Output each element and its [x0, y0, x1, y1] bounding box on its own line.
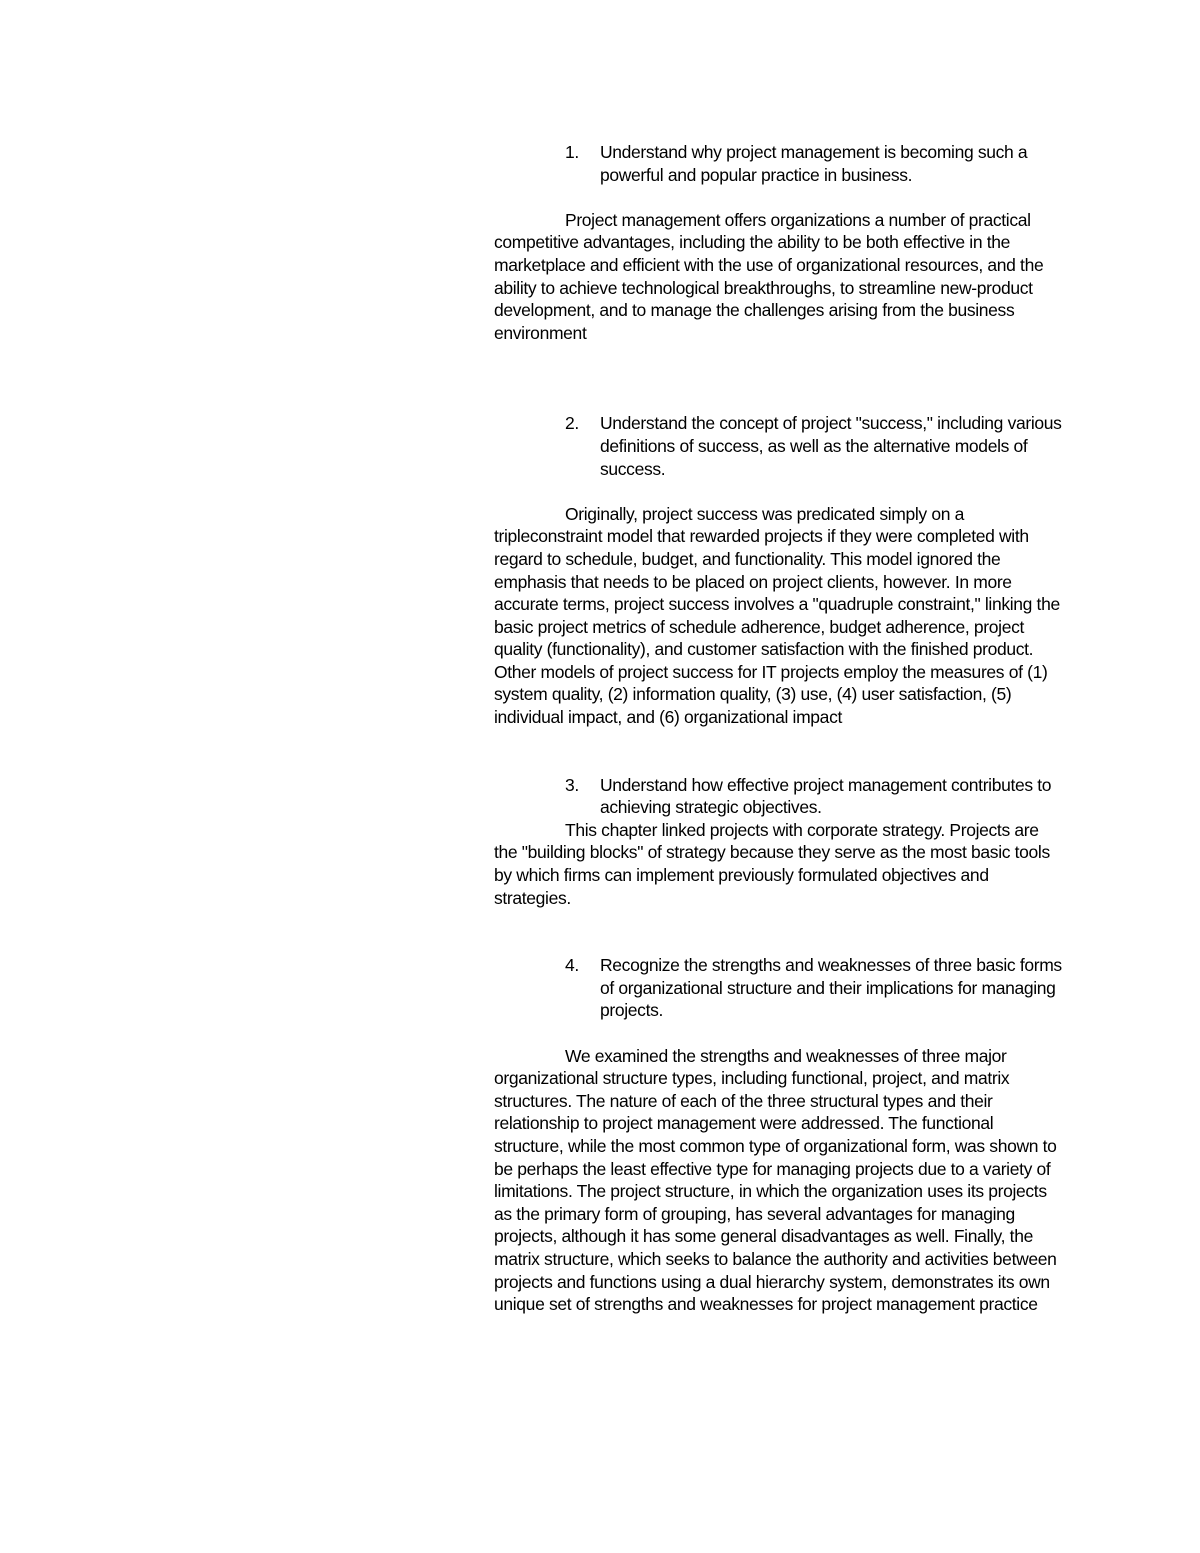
spacer — [494, 480, 1066, 503]
objective-text: Recognize the strengths and weaknesses of three basic forms of organizational structure and their implications for managing projects. — [600, 955, 1062, 1021]
learning-objective-2 — [494, 412, 1066, 480]
section-2-body: Originally, project success was predicated simply on a tripleconstraint model that rewarded projects if they were completed with regard to schedule, budget, and functionality. This model ignored the emphasis that needs to be placed on project clients, however. In more accurate terms, project success involves a "quadruple constraint," linking the basic project metrics of schedule adherence, budget adherence, project quality (functionality), and customer satisfaction with the finished product. Other models of project success for IT projects employ the measures of (1) system quality, (2) information quality, (3) use, (4) user satisfaction, (5) individual impact, and (6) organizational impact — [494, 503, 1060, 728]
objective-text: Understand why project management is becoming such a powerful and popular practice in business. — [600, 142, 1028, 185]
section-1-body: Project management offers organizations a number of practical competitive advantages, including the ability to be both effective in the marketplace and efficient with the use of organizational resources, and the ability to achieve technological breakthroughs, to streamline new-product development, and to manage the challenges arising from the business environment — [494, 209, 1044, 343]
learning-objective-3 — [494, 774, 1066, 819]
section-4-body: We examined the strengths and weaknesses of three major organizational structure types, including functional, project, and matrix structures. The nature of each of the three structural types and their relationship to project management were addressed. The functional structure, while the most common type of organizational form, was shown to be perhaps the least effective type for managing projects due to a variety of limitations. The project structure, in which the organization uses its projects as the primary form of grouping, has several advantages for managing projects, although it has some general disadvantages as well. Finally, the matrix structure, which seeks to balance the authority and activities between projects and functions using a dual hierarchy system, demonstrates its own unique set of strengths and weaknesses for project management practice — [494, 1045, 1057, 1315]
objective-number: 2. — [565, 413, 579, 434]
spacer — [494, 186, 1066, 209]
learning-objective-4 — [494, 954, 1066, 1022]
objective-text: Understand how effective project management contributes to achieving strategic objectives. — [600, 774, 1052, 818]
document-content — [494, 141, 1066, 1316]
section-3-body: This chapter linked projects with corporate strategy. Projects are the "building blocks" of strategy because they serve as the most basic tools by which firms can implement previously formulated objectives and strategies. — [494, 819, 1050, 908]
objective-number: 1. — [565, 142, 579, 162]
objective-text: Understand the concept of project "success," including various definitions of success, as well as the alternative models of success. — [600, 413, 1062, 479]
spacer — [494, 1022, 1066, 1045]
spacer — [494, 729, 1066, 774]
spacer — [494, 909, 1066, 954]
spacer — [494, 344, 1066, 412]
learning-objective-1 — [494, 141, 1066, 186]
objective-number: 3. — [565, 774, 579, 795]
objective-number: 4. — [565, 955, 579, 976]
